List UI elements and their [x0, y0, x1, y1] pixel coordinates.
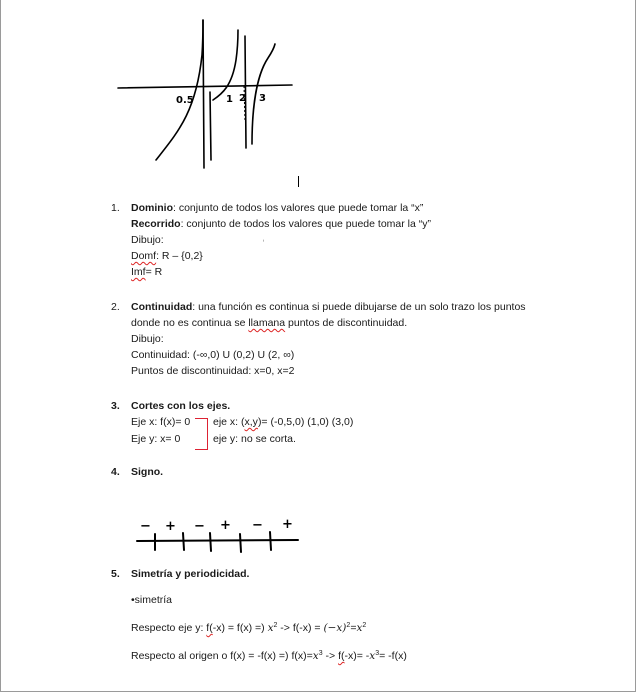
red-bracket — [195, 418, 208, 450]
ro-e1: 3 — [318, 650, 323, 657]
domf-text: : R – {0,2} — [156, 250, 203, 262]
sign-2: + — [165, 519, 176, 534]
ry-e3: 2 — [362, 622, 367, 629]
respecto-eje-y — [131, 620, 366, 636]
respecto-origen — [131, 648, 407, 664]
recorrido-line — [131, 216, 431, 232]
sign-5: − — [252, 518, 263, 533]
eje-x-result-b: )= (-0,5,0) (1,0) (3,0) — [257, 416, 354, 428]
ry-b: -x) = f(x) =) — [212, 622, 268, 634]
continuidad-def-text: : una función es continua si puede dibujarse de un solo trazo los puntos — [192, 301, 526, 313]
sign-tick-2 — [183, 533, 184, 550]
recorrido-label: Recorrido — [131, 218, 181, 230]
domf-line — [131, 248, 203, 264]
stray-mark: ˒ — [262, 234, 265, 244]
sign-chart — [0, 510, 640, 560]
graph-asymptote-x0 — [210, 92, 211, 160]
ry-f-word: f( — [206, 622, 213, 634]
ry-d: = — [350, 622, 357, 634]
dominio-label: Dominio — [131, 202, 173, 214]
dominio-line — [131, 200, 423, 216]
domf-word: Domf — [131, 250, 157, 262]
ry-m3: x — [356, 622, 363, 634]
eje-y-condition: Eje y: x= 0 — [131, 433, 181, 445]
ro-c: -x)= - — [344, 650, 370, 662]
ro-m2: x — [369, 650, 376, 662]
signo-title: Signo. — [131, 466, 164, 478]
function-graph — [0, 0, 640, 200]
sign-tick-3 — [210, 533, 211, 551]
continuidad-def-line2 — [131, 315, 407, 331]
sign-1: − — [140, 519, 151, 534]
graph-label-3: 3 — [259, 93, 266, 104]
ry-m2: (−x) — [323, 622, 347, 634]
text-cursor — [298, 176, 299, 187]
sign-tick-4 — [240, 534, 241, 552]
item-number-3: 3. — [111, 400, 120, 412]
eje-x-condition: Eje x: f(x)= 0 — [131, 416, 191, 428]
sign-4: + — [220, 518, 231, 533]
llamana-word: llamana — [248, 317, 286, 329]
sign-3: − — [194, 519, 205, 534]
ry-m1: x — [267, 622, 274, 634]
recorrido-text: : conjunto de todos los valores que puede tomar la “y” — [180, 218, 431, 230]
item-number-1: 1. — [111, 202, 120, 214]
ro-b: -> — [322, 650, 339, 662]
graph-asymptote-x2 — [245, 36, 246, 148]
sign-tick-5 — [270, 532, 271, 550]
graph-label-2: 2 — [239, 93, 246, 104]
continuidad-label: Continuidad — [131, 301, 193, 313]
sign-line — [137, 540, 298, 541]
cortes-title: Cortes con los ejes. — [131, 400, 231, 412]
simetria-bullet: •simetría — [131, 594, 173, 606]
ry-a: Respecto eje y: — [131, 622, 207, 634]
xy-word: x,y — [244, 416, 258, 428]
ro-d: = -f(x) — [379, 650, 407, 662]
ro-m1: x — [312, 650, 319, 662]
dibujo-1: Dibujo: — [131, 234, 164, 246]
continuidad-intervals: Continuidad: (-∞,0) U (0,2) U (2, ∞) — [131, 349, 295, 361]
sign-6: + — [282, 517, 293, 532]
item-number-4: 4. — [111, 466, 120, 478]
item-number-2: 2. — [111, 301, 120, 313]
item-number-5: 5. — [111, 568, 120, 580]
ry-e1: 2 — [273, 622, 278, 629]
continuidad-def-line1 — [131, 299, 526, 315]
graph-label-neg-half: 0.5 — [176, 95, 194, 106]
continuidad-def-text2b: puntos de discontinuidad. — [285, 317, 408, 329]
discontinuidad-points: Puntos de discontinuidad: x=0, x=2 — [131, 365, 295, 377]
imf-word: Imf — [131, 266, 146, 278]
imf-text: = R — [145, 266, 163, 278]
graph-label-1: 1 — [226, 94, 233, 105]
eje-y-result: eje y: no se corta. — [213, 433, 296, 445]
eje-x-result — [213, 414, 353, 430]
graph-x-axis — [118, 85, 292, 88]
dibujo-2: Dibujo: — [131, 333, 164, 345]
continuidad-def-text2a: donde no es continua se — [131, 317, 249, 329]
ry-c: -> f(-x) = — [277, 622, 324, 634]
graph-curve-left — [156, 20, 203, 160]
ro-e2: 3 — [375, 650, 380, 657]
ro-a: Respecto al origen o f(x) = -f(x) =) f(x)= — [131, 650, 313, 662]
ry-e2: 2 — [346, 622, 351, 629]
dominio-text: : conjunto de todos los valores que puede tomar la “x” — [173, 202, 424, 214]
graph-curve-middle — [213, 30, 238, 100]
simetria-title: Simetría y periodicidad. — [131, 568, 250, 580]
ro-f-word: f( — [338, 650, 345, 662]
eje-x-result-a: eje x: ( — [213, 416, 245, 428]
imf-line — [131, 264, 162, 280]
